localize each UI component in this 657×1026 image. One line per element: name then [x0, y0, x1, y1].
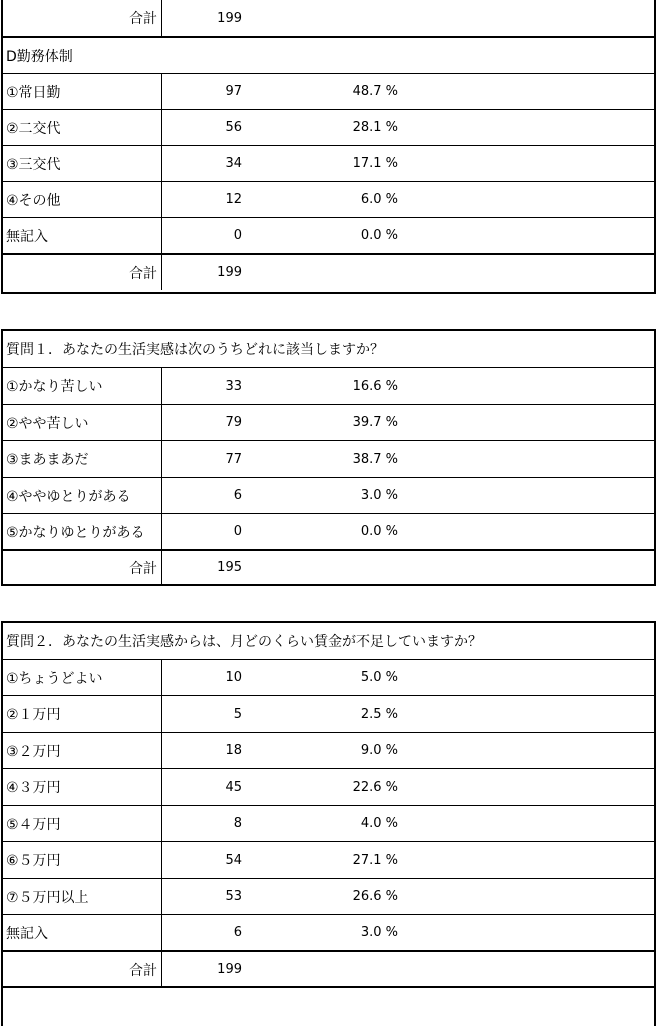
row-count: 54	[225, 852, 242, 868]
row-label: ③まあまあだ	[3, 441, 162, 477]
section-title-row	[3, 38, 654, 74]
section-title: D勤務体制	[6, 48, 73, 65]
row-label: ④ややゆとりがある	[3, 478, 162, 513]
total-count: 199	[217, 265, 242, 280]
row-count: 0	[233, 228, 242, 243]
row-label: ⑦５万円以上	[3, 879, 162, 914]
row-label: ②二交代	[3, 110, 162, 145]
row-percent: 2.5 %	[360, 706, 398, 722]
table-row	[3, 405, 654, 441]
row-label: ②１万円	[3, 696, 162, 732]
total-label: 合計	[3, 952, 162, 987]
row-percent: 3.0 %	[360, 488, 398, 503]
table-row	[3, 660, 654, 696]
row-label: ①常日勤	[3, 74, 162, 109]
row-count: 56	[225, 120, 242, 135]
total-row	[3, 255, 654, 290]
row-count: 34	[225, 156, 242, 171]
total-label: 合計	[3, 0, 162, 36]
row-count: 45	[225, 779, 242, 795]
section-title: 質問１．あなたの生活実感は次のうちどれに該当しますか？	[6, 342, 384, 358]
row-count: 12	[225, 192, 242, 207]
row-label: ④３万円	[3, 769, 162, 805]
table-row	[3, 478, 654, 514]
table-row	[3, 915, 654, 952]
table-row	[3, 441, 654, 478]
table-row	[3, 696, 654, 733]
row-percent: 3.0 %	[360, 925, 398, 940]
row-count: 97	[225, 84, 242, 99]
row-count: 5	[233, 706, 242, 722]
table-row	[3, 842, 654, 879]
row-count: 10	[225, 670, 242, 685]
row-percent: 27.1 %	[352, 852, 398, 868]
row-percent: 0.0 %	[360, 524, 398, 539]
total-label: 合計	[3, 255, 162, 290]
row-count: 6	[233, 488, 242, 503]
row-percent: 26.6 %	[352, 889, 398, 904]
table-row	[3, 110, 654, 146]
row-label: ①ちょうどよい	[3, 660, 162, 695]
table-row	[3, 733, 654, 769]
table-row	[3, 368, 654, 405]
row-label: ①かなり苦しい	[3, 368, 162, 404]
row-count: 53	[225, 889, 242, 904]
section-d-table	[1, 0, 656, 294]
table-row	[3, 769, 654, 806]
row-percent: 22.6 %	[352, 779, 398, 795]
table-row	[3, 514, 654, 551]
row-percent: 28.1 %	[352, 120, 398, 135]
row-percent: 38.7 %	[352, 451, 398, 467]
row-percent: 48.7 %	[352, 84, 398, 99]
row-label: ⑤かなりゆとりがある	[3, 514, 162, 549]
row-percent: 9.0 %	[360, 743, 398, 758]
row-percent: 5.0 %	[360, 670, 398, 685]
row-count: 8	[233, 816, 242, 831]
row-percent: 39.7 %	[352, 415, 398, 430]
row-label: ⑥５万円	[3, 842, 162, 878]
section-title-row	[3, 623, 654, 660]
row-percent: 17.1 %	[352, 156, 398, 171]
row-label: 無記入	[3, 915, 162, 950]
row-percent: 0.0 %	[360, 228, 398, 243]
table-row	[3, 74, 654, 110]
question1-table	[1, 329, 656, 586]
row-count: 18	[225, 743, 242, 758]
row-label: ④その他	[3, 182, 162, 217]
question2-table	[1, 621, 656, 988]
total-count: 199	[217, 962, 242, 977]
total-row	[3, 551, 654, 584]
table-row	[3, 182, 654, 218]
row-count: 33	[225, 378, 242, 394]
total-label: 合計	[3, 551, 162, 584]
total-count: 199	[217, 10, 242, 26]
table-row	[3, 218, 654, 255]
section-title-row	[3, 331, 654, 368]
row-percent: 4.0 %	[360, 816, 398, 831]
row-label: ⑤４万円	[3, 806, 162, 841]
row-label: ③２万円	[3, 733, 162, 768]
row-percent: 16.6 %	[352, 378, 398, 394]
table-row	[3, 879, 654, 915]
row-count: 0	[233, 524, 242, 539]
table-row	[3, 0, 654, 38]
row-count: 79	[225, 415, 242, 430]
total-row	[3, 952, 654, 987]
total-count: 195	[217, 560, 242, 575]
section-title: 質問２．あなたの生活実感からは、月どのくらい賃金が不足していますか？	[6, 634, 482, 650]
row-label: ③三交代	[3, 146, 162, 181]
row-count: 6	[233, 925, 242, 940]
table-row	[3, 146, 654, 182]
empty-cell	[1, 986, 656, 1026]
row-label: ②やや苦しい	[3, 405, 162, 440]
row-count: 77	[225, 451, 242, 467]
table-row	[3, 806, 654, 842]
row-label: 無記入	[3, 218, 162, 253]
row-percent: 6.0 %	[360, 192, 398, 207]
